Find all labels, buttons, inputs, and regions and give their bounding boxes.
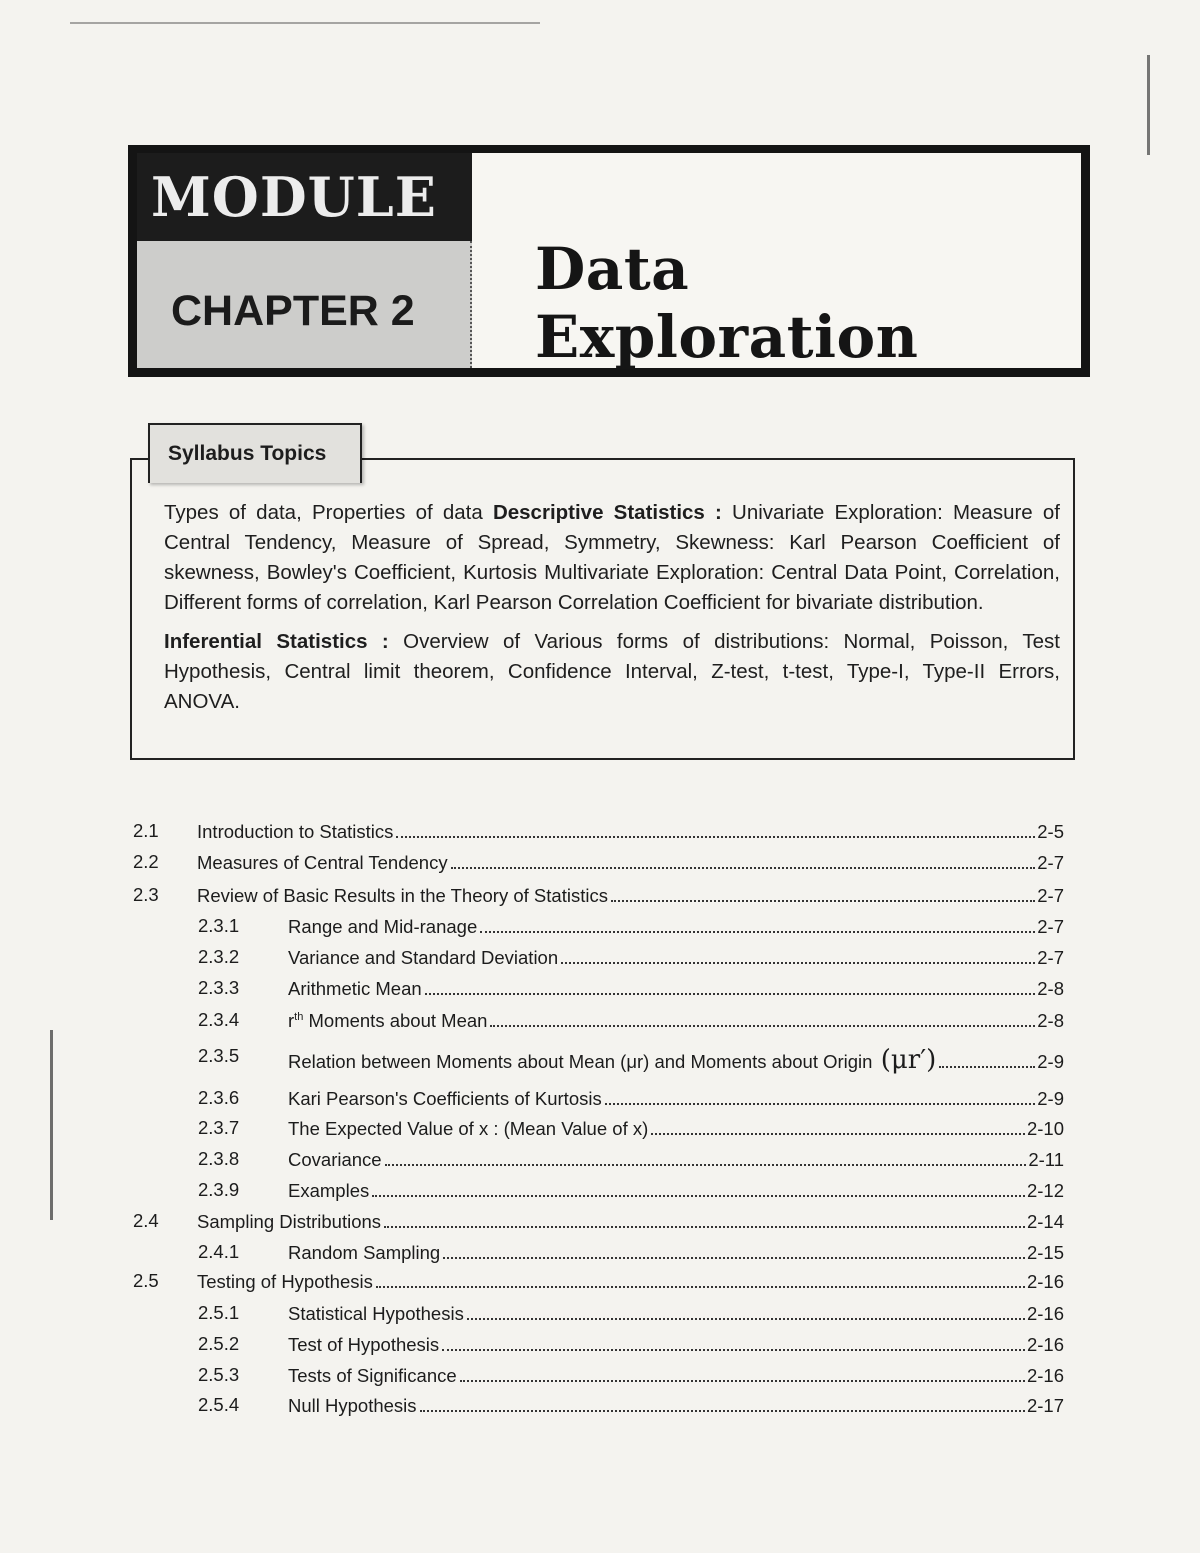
toc-row[interactable] bbox=[0, 884, 1200, 910]
toc-number: 2.1 bbox=[133, 820, 159, 841]
toc-entry bbox=[288, 977, 1064, 1000]
toc-entry bbox=[288, 1179, 1064, 1202]
toc-leader-dots bbox=[611, 884, 1035, 902]
toc-leader-dots bbox=[651, 1117, 1025, 1135]
toc-title: Tests of Significance bbox=[288, 1365, 457, 1386]
toc-row[interactable] bbox=[0, 1394, 1200, 1420]
toc-number: 2.3.2 bbox=[198, 946, 240, 967]
toc-title: Testing of Hypothesis bbox=[197, 1271, 373, 1292]
toc-entry bbox=[197, 851, 1064, 874]
toc-entry bbox=[197, 1210, 1064, 1233]
toc-page-number: 2-12 bbox=[1026, 1180, 1064, 1201]
toc-title: Review of Basic Results in the Theory of Statistics bbox=[197, 885, 608, 906]
toc-leader-dots bbox=[561, 946, 1035, 964]
module-label: MODULE bbox=[137, 153, 472, 241]
toc-title: Random Sampling bbox=[288, 1242, 441, 1263]
toc-page-number: 2-7 bbox=[1037, 852, 1064, 873]
toc-page-number: 2-15 bbox=[1026, 1242, 1064, 1263]
toc-row[interactable] bbox=[0, 1148, 1200, 1174]
toc-leader-dots bbox=[443, 1241, 1025, 1259]
toc-page-number: 2-7 bbox=[1037, 885, 1064, 906]
toc-page-number: 2-9 bbox=[1037, 1088, 1064, 1109]
toc-number: 2.3.4 bbox=[198, 1009, 240, 1030]
toc-title: Sampling Distributions bbox=[197, 1211, 382, 1232]
toc-entry bbox=[288, 1009, 1064, 1032]
toc-page-number: 2-16 bbox=[1026, 1303, 1064, 1324]
toc-entry bbox=[288, 946, 1064, 969]
toc-title: Examples bbox=[288, 1180, 370, 1201]
toc-leader-dots bbox=[939, 1050, 1035, 1068]
toc-number: 2.5 bbox=[133, 1270, 159, 1291]
toc-entry bbox=[288, 1394, 1064, 1417]
toc-row[interactable] bbox=[0, 1179, 1200, 1205]
toc-number: 2.5.4 bbox=[198, 1394, 240, 1415]
toc-page-number: 2-16 bbox=[1026, 1334, 1064, 1355]
toc-page-number: 2-8 bbox=[1037, 1010, 1064, 1031]
toc-number: 2.3.6 bbox=[198, 1087, 240, 1108]
toc-entry bbox=[288, 1302, 1064, 1325]
toc-row[interactable] bbox=[0, 1364, 1200, 1390]
toc-page-number: 2-14 bbox=[1026, 1211, 1064, 1232]
toc-title: Range and Mid-ranage bbox=[288, 916, 478, 937]
toc-title: Measures of Central Tendency bbox=[197, 852, 448, 873]
toc-entry bbox=[288, 1241, 1064, 1264]
toc-title: The Expected Value of x : (Mean Value of x) bbox=[288, 1118, 649, 1139]
toc-title: Variance and Standard Deviation bbox=[288, 947, 559, 968]
chapter-label: CHAPTER 2 bbox=[171, 287, 415, 335]
toc-row[interactable] bbox=[0, 1117, 1200, 1143]
toc-title: Introduction to Statistics bbox=[197, 821, 394, 842]
toc-entry bbox=[197, 1270, 1064, 1293]
toc-number: 2.3.3 bbox=[198, 977, 240, 998]
toc-page-number: 2-17 bbox=[1026, 1395, 1064, 1416]
toc-row[interactable] bbox=[0, 1241, 1200, 1267]
toc-title: Arithmetic Mean bbox=[288, 978, 422, 999]
toc-leader-dots bbox=[605, 1087, 1036, 1105]
toc-number: 2.3 bbox=[133, 884, 159, 905]
toc-row[interactable] bbox=[0, 1045, 1200, 1075]
toc-row[interactable] bbox=[0, 915, 1200, 941]
toc-leader-dots bbox=[467, 1302, 1025, 1320]
toc-entry bbox=[288, 1045, 1064, 1075]
toc-row[interactable] bbox=[0, 1333, 1200, 1359]
toc-leader-dots bbox=[442, 1333, 1025, 1351]
toc-leader-dots bbox=[385, 1148, 1027, 1166]
toc-title: Test of Hypothesis bbox=[288, 1334, 440, 1355]
syllabus-tab-label: Syllabus Topics bbox=[168, 442, 327, 465]
toc-number: 2.5.1 bbox=[198, 1302, 240, 1323]
toc-row[interactable] bbox=[0, 820, 1200, 846]
toc-leader-dots bbox=[420, 1394, 1025, 1412]
toc-number: 2.3.1 bbox=[198, 915, 240, 936]
syllabus-para-2: Inferential Statistics : Overview of Various forms of distributions: Normal, Poisson, Test Hypothesis, Central limit theorem, Confidence Interval, Z-test, t-test, Type-I, Type-II Errors, ANOVA. bbox=[164, 630, 1060, 713]
toc-number: 2.4 bbox=[133, 1210, 159, 1231]
toc-row[interactable] bbox=[0, 946, 1200, 972]
toc-title: Kari Pearson's Coefficients of Kurtosis bbox=[288, 1088, 602, 1109]
toc-leader-dots bbox=[451, 851, 1036, 869]
chapter-title: Data Exploration bbox=[535, 235, 919, 371]
toc-entry bbox=[197, 884, 1064, 907]
toc-row[interactable] bbox=[0, 1270, 1200, 1296]
toc-leader-dots bbox=[372, 1179, 1025, 1197]
toc-entry bbox=[288, 1364, 1064, 1387]
toc-title: Statistical Hypothesis bbox=[288, 1303, 464, 1324]
toc-row[interactable] bbox=[0, 1210, 1200, 1236]
toc-number: 2.3.9 bbox=[198, 1179, 240, 1200]
toc-number: 2.2 bbox=[133, 851, 159, 872]
toc-title: Null Hypothesis bbox=[288, 1395, 417, 1416]
toc-title: Relation between Moments about Mean (μr) and Moments about Origin (μr′) bbox=[288, 1045, 937, 1075]
toc-number: 2.5.3 bbox=[198, 1364, 240, 1385]
toc-leader-dots bbox=[460, 1364, 1025, 1382]
toc-number: 2.3.5 bbox=[198, 1045, 240, 1066]
toc-page-number: 2-7 bbox=[1037, 916, 1064, 937]
toc-entry bbox=[197, 820, 1064, 843]
toc-leader-dots bbox=[480, 915, 1035, 933]
toc-leader-dots bbox=[396, 820, 1035, 838]
toc-number: 2.5.2 bbox=[198, 1333, 240, 1354]
toc-number: 2.3.8 bbox=[198, 1148, 240, 1169]
toc-leader-dots bbox=[384, 1210, 1025, 1228]
toc-page-number: 2-16 bbox=[1026, 1271, 1064, 1292]
toc-leader-dots bbox=[425, 977, 1036, 995]
toc-number: 2.3.7 bbox=[198, 1117, 240, 1138]
toc-leader-dots bbox=[490, 1009, 1035, 1027]
toc-row[interactable] bbox=[0, 1087, 1200, 1113]
toc-title: $r^{th}$ Moments about Mean bbox=[288, 1010, 488, 1031]
toc-page-number: 2-10 bbox=[1026, 1118, 1064, 1139]
toc-page-number: 2-8 bbox=[1037, 978, 1064, 999]
toc-page-number: 2-9 bbox=[1037, 1051, 1064, 1072]
toc-entry bbox=[288, 1087, 1064, 1110]
toc-row[interactable] bbox=[0, 977, 1200, 1003]
toc-entry bbox=[288, 915, 1064, 938]
toc-page-number: 2-16 bbox=[1026, 1365, 1064, 1386]
toc-page-number: 2-7 bbox=[1037, 947, 1064, 968]
toc-row[interactable] bbox=[0, 1009, 1200, 1035]
syllabus-para-1: Types of data, Properties of data Descriptive Statistics : Univariate Exploration: Measure of Central Tendency, Measure of Spread, Symmetry, Skewness: Karl Pearson Coefficient of skewness, Bowley's Coefficient, Kurtosis Multivariate Exploration: Central Data Point, Correlation, Different forms of correlation, Karl Pearson Correlation Coefficient for bivariate distribution. bbox=[164, 501, 1060, 614]
toc-leader-dots bbox=[376, 1270, 1025, 1288]
toc-entry bbox=[288, 1148, 1064, 1171]
toc-page-number: 2-5 bbox=[1037, 821, 1064, 842]
toc-number: 2.4.1 bbox=[198, 1241, 240, 1262]
toc-row[interactable] bbox=[0, 1302, 1200, 1328]
toc-entry bbox=[288, 1117, 1064, 1140]
toc-row[interactable] bbox=[0, 851, 1200, 877]
toc-title: Covariance bbox=[288, 1149, 382, 1170]
toc-page-number: 2-11 bbox=[1028, 1149, 1064, 1170]
toc-entry bbox=[288, 1333, 1064, 1356]
